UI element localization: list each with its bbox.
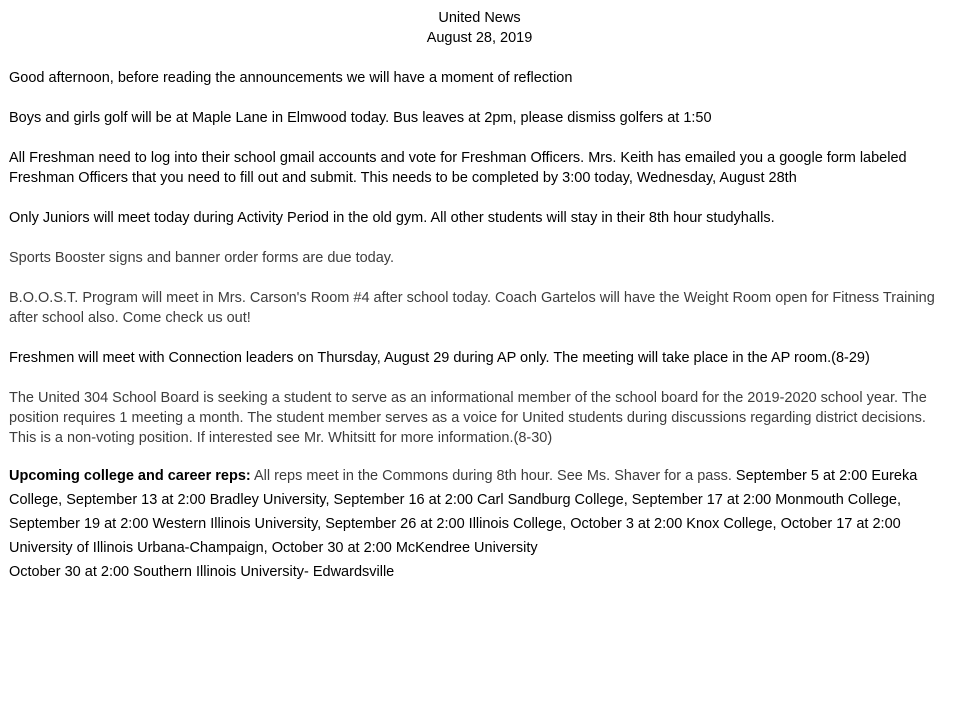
college-reps-section <box>9 464 950 584</box>
announcement-golf: Boys and girls golf will be at Maple Lane in Elmwood today. Bus leaves at 2pm, please dismiss golfers at 1:50 <box>9 110 712 126</box>
announcement-school-board: The United 304 School Board is seeking a student to serve as an informational member of the school board for the 2019-2020 school year. The position requires 1 meeting a month. The student member serves as a voice for United students during discussions regarding district decisions. This is a non-voting position. If interested see Mr. Whitsitt for more information.(8-30) <box>9 390 927 446</box>
newsletter-title: United News <box>438 10 521 26</box>
college-reps-paragraph <box>9 464 950 560</box>
announcement-connection-leaders: Freshmen will meet with Connection leaders on Thursday, August 29 during AP only. The meeting will take place in the AP room.(8-29) <box>9 350 870 366</box>
college-reps-schedule: September 5 at 2:00 Eureka College, September 13 at 2:00 Bradley University, September 16 at 2:00 Carl Sandburg College, September 17 at 2:00 Monmouth College, September 19 at 2:00 Western Illinois University, September 26 at 2:00 Illinois College, October 3 at 2:00 Knox College, October 17 at 2:00 University of Illinois Urbana-Champaign, October 30 at 2:00 McKendree University <box>9 468 918 556</box>
college-reps-last-line: October 30 at 2:00 Southern Illinois University- Edwardsville <box>9 564 395 580</box>
announcement-sports-booster: Sports Booster signs and banner order forms are due today. <box>9 250 395 266</box>
newsletter-date: August 28, 2019 <box>426 30 533 46</box>
college-reps-heading: Upcoming college and career reps: <box>9 468 251 484</box>
document-header <box>9 8 950 48</box>
announcement-freshman-officers: All Freshman need to log into their school gmail accounts and vote for Freshman Officers. Mrs. Keith has emailed you a google form labeled Freshman Officers that you need to fill out and submit. This needs to be completed by 3:00 today, Wednesday, August 28th <box>9 150 907 186</box>
announcement-boost-program: B.O.O.S.T. Program will meet in Mrs. Carson's Room #4 after school today. Coach Gartelos will have the Weight Room open for Fitness Training after school also. Come check us out! <box>9 290 935 326</box>
announcement-reflection: Good afternoon, before reading the announcements we will have a moment of reflection <box>9 70 573 86</box>
college-reps-note: All reps meet in the Commons during 8th hour. See Ms. Shaver for a pass. <box>250 468 732 484</box>
announcement-juniors: Only Juniors will meet today during Activity Period in the old gym. All other students will stay in their 8th hour studyhalls. <box>9 210 775 226</box>
